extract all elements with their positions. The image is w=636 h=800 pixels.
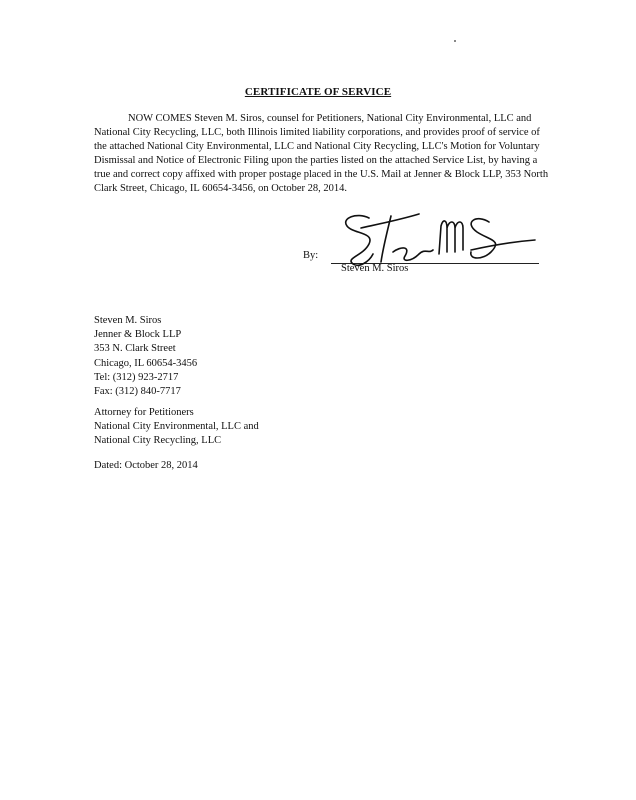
- contact-city: Chicago, IL 60654-3456: [94, 357, 198, 369]
- by-label: By:: [303, 250, 319, 261]
- contact-street: 353 N. Clark Street: [94, 343, 176, 355]
- contact-tel: Tel: (312) 923-2717: [94, 371, 179, 383]
- attorney-line-2: National City Environmental, LLC and: [94, 421, 259, 433]
- certificate-body-paragraph: NOW COMES Steven M. Siros, counsel for Petitioners, National City Environmental, LLC and National City Recycling, LLC, both Illinois limited liability corporations, and provides proof of service of the attached National City Environmental, LLC and National City Recycling, LLC's Motion for Voluntary Dismissal and Notice of Electronic Filing upon the parties listed on the attached Service List, by having a true and correct copy affixed with proper postage placed in the U.S. Mail at Jenner & Block LLP, 353 North Clark Street, Chicago, IL 60654-3456, on October 28, 2014.: [94, 113, 549, 194]
- dated-line: Dated: October 28, 2014: [94, 460, 198, 471]
- document-title: CERTIFICATE OF SERVICE: [244, 86, 392, 98]
- contact-firm: Jenner & Block LLP: [94, 329, 182, 341]
- signer-name: Steven M. Siros: [341, 263, 409, 274]
- attorney-for-block: [94, 406, 259, 449]
- scan-speck: [454, 40, 456, 42]
- attorney-line-3: National City Recycling, LLC: [94, 435, 222, 447]
- contact-fax: Fax: (312) 840-7717: [94, 386, 181, 398]
- attorney-line-1: Attorney for Petitioners: [94, 407, 194, 418]
- contact-name: Steven M. Siros: [94, 315, 162, 326]
- signature-block: [303, 206, 543, 286]
- contact-block: [94, 314, 197, 399]
